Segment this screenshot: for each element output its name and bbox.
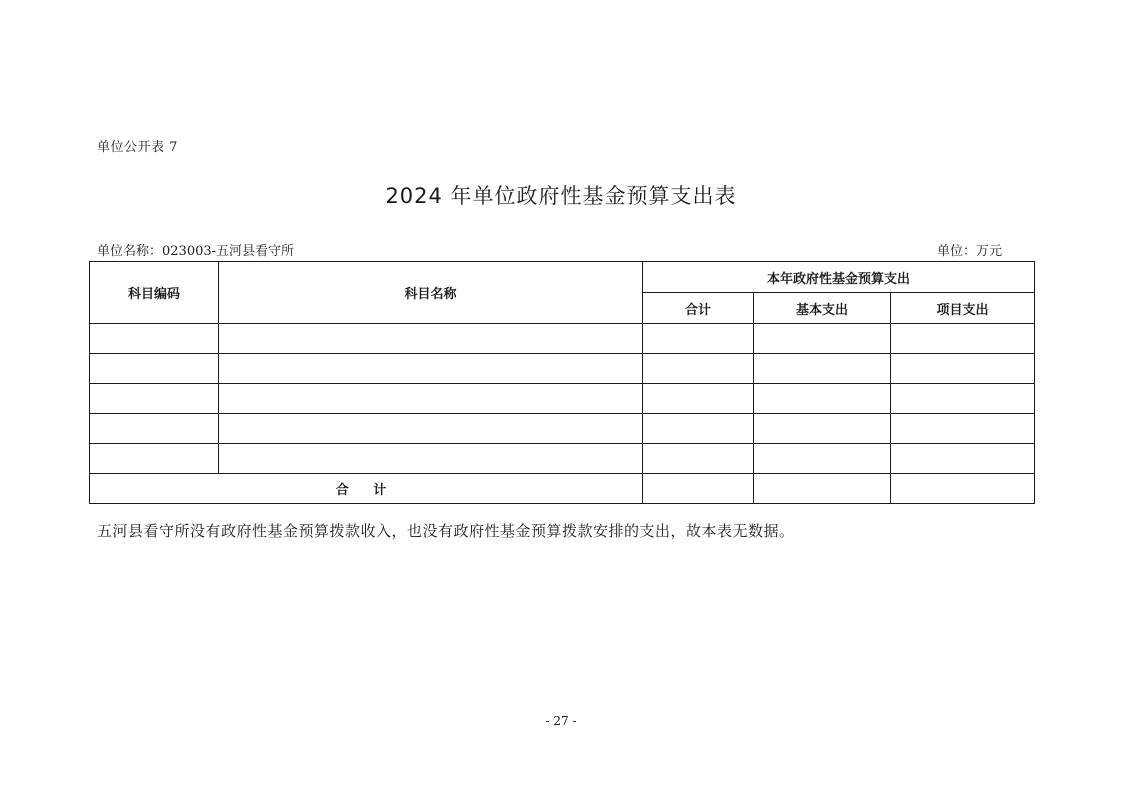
unit-name: 单位名称：023003-五河县看守所 xyxy=(97,244,295,259)
table-row xyxy=(90,384,1035,414)
cell-code xyxy=(90,384,219,414)
table-total-row xyxy=(90,474,1035,504)
cell-basic xyxy=(754,384,891,414)
cell-name xyxy=(219,384,643,414)
cell-project xyxy=(891,384,1035,414)
page-number: - 27 - xyxy=(545,714,577,728)
total-cell-project xyxy=(891,474,1035,504)
cell-name xyxy=(219,324,643,354)
cell-basic xyxy=(754,354,891,384)
cell-total xyxy=(643,354,754,384)
table-row xyxy=(90,444,1035,474)
cell-total xyxy=(643,444,754,474)
col-header-code: 科目编码 xyxy=(90,262,219,324)
cell-code xyxy=(90,414,219,444)
unit-measure: 单位：万元 xyxy=(937,244,1003,259)
budget-table xyxy=(89,261,1035,504)
group-header: 本年政府性基金预算支出 xyxy=(643,262,1035,293)
table-number: 单位公开表 7 xyxy=(97,140,178,155)
cell-name xyxy=(219,414,643,444)
cell-code xyxy=(90,324,219,354)
cell-basic xyxy=(754,444,891,474)
total-cell-total xyxy=(643,474,754,504)
total-label: 合 计 xyxy=(90,474,643,504)
cell-basic xyxy=(754,324,891,354)
total-cell-basic xyxy=(754,474,891,504)
col-header-name: 科目名称 xyxy=(219,262,643,324)
col-header-project: 项目支出 xyxy=(891,293,1035,324)
cell-project xyxy=(891,444,1035,474)
table-row xyxy=(90,414,1035,444)
cell-total xyxy=(643,414,754,444)
cell-code xyxy=(90,444,219,474)
cell-project xyxy=(891,354,1035,384)
cell-project xyxy=(891,414,1035,444)
cell-code xyxy=(90,354,219,384)
cell-name xyxy=(219,444,643,474)
table-header-row xyxy=(90,262,1035,293)
cell-basic xyxy=(754,414,891,444)
cell-name xyxy=(219,354,643,384)
no-data-note: 五河县看守所没有政府性基金预算拨款收入，也没有政府性基金预算拨款安排的支出，故本表无数据。 xyxy=(97,522,795,540)
table-row xyxy=(90,324,1035,354)
cell-total xyxy=(643,384,754,414)
cell-project xyxy=(891,324,1035,354)
page-title: 2024 年单位政府性基金预算支出表 xyxy=(385,184,737,208)
cell-total xyxy=(643,324,754,354)
col-header-basic: 基本支出 xyxy=(754,293,891,324)
col-header-total: 合计 xyxy=(643,293,754,324)
table-row xyxy=(90,354,1035,384)
